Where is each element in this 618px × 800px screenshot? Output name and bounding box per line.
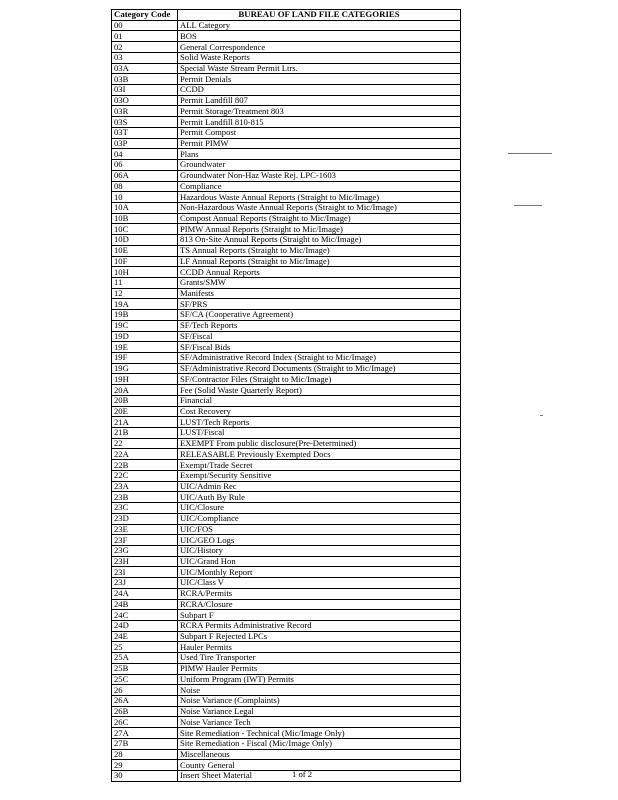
category-description-cell: Site Remediation - Fiscal (Mic/Image Only) (178, 738, 461, 749)
category-code-cell: 20E (112, 406, 178, 417)
category-code-cell: 03P (112, 138, 178, 149)
category-code-cell: 24E (112, 631, 178, 642)
scan-mark-right-1 (508, 153, 552, 154)
table-row (112, 578, 461, 589)
table-row (112, 631, 461, 642)
category-code-cell: 21A (112, 417, 178, 428)
table-row (112, 771, 461, 782)
table-row (112, 535, 461, 546)
category-code-cell: 23G (112, 545, 178, 556)
category-code-cell: 24C (112, 610, 178, 621)
category-description-cell: UIC/Class V (178, 578, 461, 589)
table-row (112, 74, 461, 85)
category-code-cell: 30 (112, 771, 178, 782)
category-description-cell: UIC/Grand Hon (178, 556, 461, 567)
category-description-cell: Permit Storage/Treatment 803 (178, 106, 461, 117)
table-row (112, 438, 461, 449)
table-row (112, 31, 461, 42)
category-code-cell: 10H (112, 267, 178, 278)
category-code-cell: 03 (112, 52, 178, 63)
category-code-cell: 23I (112, 567, 178, 578)
category-description-cell: Exempt/Security Sensitive (178, 470, 461, 481)
table-row (112, 449, 461, 460)
category-code-cell: 10A (112, 202, 178, 213)
table-row (112, 95, 461, 106)
category-description-cell: Site Remediation - Technical (Mic/Image Only) (178, 728, 461, 739)
table-row (112, 567, 461, 578)
category-code-cell: 10E (112, 245, 178, 256)
category-code-cell: 03T (112, 127, 178, 138)
table-row (112, 181, 461, 192)
category-description-cell: SF/CA (Cooperative Agreement) (178, 310, 461, 321)
table-row (112, 696, 461, 707)
category-code-cell: 27B (112, 738, 178, 749)
category-code-cell: 20A (112, 385, 178, 396)
table-row (112, 42, 461, 53)
category-code-cell: 24A (112, 588, 178, 599)
table-row (112, 192, 461, 203)
category-code-cell: 25B (112, 663, 178, 674)
category-description-cell: Permit Compost (178, 127, 461, 138)
category-description-cell: UIC/Closure (178, 503, 461, 514)
category-description-cell: Compliance (178, 181, 461, 192)
category-description-cell: Uniform Program (IWT) Permits (178, 674, 461, 685)
category-description-cell: Special Waste Stream Permit Ltrs. (178, 63, 461, 74)
category-description-cell: SF/Contractor Files (Straight to Mic/Image) (178, 374, 461, 385)
table-row (112, 331, 461, 342)
category-code-cell: 03I (112, 85, 178, 96)
category-description-cell: BOS (178, 31, 461, 42)
category-code-cell: 23F (112, 535, 178, 546)
category-description-cell: UIC/Auth By Rule (178, 492, 461, 503)
table-row (112, 310, 461, 321)
category-code-cell: 27A (112, 728, 178, 739)
category-code-cell: 23D (112, 513, 178, 524)
table-row (112, 588, 461, 599)
table-row (112, 267, 461, 278)
table-row (112, 642, 461, 653)
table-row (112, 620, 461, 631)
category-code-cell: 19B (112, 310, 178, 321)
table-row (112, 460, 461, 471)
category-description-cell: RCRA/Permits (178, 588, 461, 599)
category-description-cell: SF/PRS (178, 299, 461, 310)
category-code-cell: 08 (112, 181, 178, 192)
scan-mark-right-3 (540, 415, 543, 416)
table-row (112, 545, 461, 556)
category-description-cell: Subpart F Rejected LPCs (178, 631, 461, 642)
category-code-cell: 06A (112, 170, 178, 181)
category-description-cell: Permit Denials (178, 74, 461, 85)
category-description-cell: Permit PIMW (178, 138, 461, 149)
category-code-cell: 10D (112, 235, 178, 246)
category-code-cell: 19E (112, 342, 178, 353)
category-description-cell: Noise Variance Legal (178, 706, 461, 717)
category-code-cell: 22 (112, 438, 178, 449)
category-code-cell: 03R (112, 106, 178, 117)
category-description-cell: RCRA Permits Administrative Record (178, 620, 461, 631)
category-description-cell: SF/Fiscal Bids (178, 342, 461, 353)
category-description-cell: Noise (178, 685, 461, 696)
table-header-row (112, 10, 461, 21)
table-row (112, 428, 461, 439)
table-row (112, 738, 461, 749)
category-code-cell: 28 (112, 749, 178, 760)
category-description-cell: Used Tire Transporter (178, 653, 461, 664)
category-code-cell: 10F (112, 256, 178, 267)
table-row (112, 363, 461, 374)
category-description-cell: Fee (Solid Waste Quarterly Report) (178, 385, 461, 396)
category-description-cell: UIC/GEO Logs (178, 535, 461, 546)
category-description-cell: UIC/Compliance (178, 513, 461, 524)
table-row (112, 760, 461, 771)
category-description-cell: Financial (178, 395, 461, 406)
table-row (112, 342, 461, 353)
category-description-cell: EXEMPT From public disclosure(Pre-Determined) (178, 438, 461, 449)
table-row (112, 374, 461, 385)
category-description-cell: LUST/Tech Reports (178, 417, 461, 428)
category-description-cell: PIMW Hauler Permits (178, 663, 461, 674)
table-row (112, 224, 461, 235)
category-description-cell: Manifests (178, 288, 461, 299)
table-row (112, 170, 461, 181)
table-row (112, 406, 461, 417)
table-row (112, 63, 461, 74)
category-description-cell: Solid Waste Reports (178, 52, 461, 63)
table-row (112, 202, 461, 213)
table-row (112, 235, 461, 246)
table-row (112, 663, 461, 674)
category-code-cell: 19C (112, 320, 178, 331)
category-code-header: Category Code (112, 10, 178, 21)
category-description-cell: Subpart F (178, 610, 461, 621)
table-row (112, 417, 461, 428)
category-description-cell: LUST/Fiscal (178, 428, 461, 439)
category-description-cell: Hauler Permits (178, 642, 461, 653)
table-row (112, 277, 461, 288)
category-code-cell: 29 (112, 760, 178, 771)
category-code-cell: 03S (112, 117, 178, 128)
table-row (112, 728, 461, 739)
category-description-cell: Exempt/Trade Secret (178, 460, 461, 471)
category-code-cell: 23H (112, 556, 178, 567)
table-row (112, 213, 461, 224)
table-row (112, 320, 461, 331)
category-code-cell: 04 (112, 149, 178, 160)
table-row (112, 706, 461, 717)
category-code-cell: 19H (112, 374, 178, 385)
category-description-cell: Permit Landfill 810-815 (178, 117, 461, 128)
table-row (112, 524, 461, 535)
category-code-cell: 00 (112, 20, 178, 31)
table-row (112, 470, 461, 481)
category-description-cell: CCDD Annual Reports (178, 267, 461, 278)
category-code-cell: 19A (112, 299, 178, 310)
category-code-cell: 23E (112, 524, 178, 535)
category-code-cell: 25C (112, 674, 178, 685)
category-description-cell: UIC/History (178, 545, 461, 556)
category-code-cell: 02 (112, 42, 178, 53)
table-row (112, 599, 461, 610)
category-code-cell: 10 (112, 192, 178, 203)
table-row (112, 299, 461, 310)
category-code-cell: 22A (112, 449, 178, 460)
category-description-cell: Permit Landfill 807 (178, 95, 461, 106)
category-code-cell: 12 (112, 288, 178, 299)
category-description-cell: CCDD (178, 85, 461, 96)
category-code-cell: 21B (112, 428, 178, 439)
table-row (112, 481, 461, 492)
category-description-cell: County General (178, 760, 461, 771)
category-description-cell: Groundwater (178, 160, 461, 171)
category-code-cell: 10C (112, 224, 178, 235)
category-code-cell: 26C (112, 717, 178, 728)
category-code-cell: 01 (112, 31, 178, 42)
category-code-cell: 23B (112, 492, 178, 503)
category-description-cell: 813 On-Site Annual Reports (Straight to Mic/Image) (178, 235, 461, 246)
file-categories-table (111, 9, 461, 782)
table-row (112, 513, 461, 524)
category-description-cell: General Correspondence (178, 42, 461, 53)
category-description-cell: UIC/Admin Rec (178, 481, 461, 492)
category-description-cell: SF/Fiscal (178, 331, 461, 342)
category-description-cell: SF/Tech Reports (178, 320, 461, 331)
category-code-cell: 23C (112, 503, 178, 514)
table-row (112, 149, 461, 160)
category-description-cell: Non-Hazardous Waste Annual Reports (Straight to Mic/Image) (178, 202, 461, 213)
category-description-cell: UIC/FOS (178, 524, 461, 535)
table-title: BUREAU OF LAND FILE CATEGORIES (178, 10, 461, 21)
category-description-cell: Hazardous Waste Annual Reports (Straight to Mic/Image) (178, 192, 461, 203)
table-row (112, 245, 461, 256)
table-body (112, 20, 461, 781)
table-row (112, 160, 461, 171)
category-description-cell: Cost Recovery (178, 406, 461, 417)
table-row (112, 127, 461, 138)
category-description-cell: Grants/SMW (178, 277, 461, 288)
table-row (112, 556, 461, 567)
table-row (112, 85, 461, 96)
category-code-cell: 26 (112, 685, 178, 696)
table-row (112, 749, 461, 760)
category-code-cell: 25 (112, 642, 178, 653)
category-code-cell: 10B (112, 213, 178, 224)
category-description-cell: Noise Variance Tech (178, 717, 461, 728)
table-row (112, 20, 461, 31)
category-description-cell: Insert Sheet Material (178, 771, 461, 782)
table-row (112, 395, 461, 406)
category-code-cell: 06 (112, 160, 178, 171)
category-description-cell: TS Annual Reports (Straight to Mic/Image) (178, 245, 461, 256)
table-row (112, 256, 461, 267)
page-number: 1 of 2 (292, 769, 313, 779)
category-code-cell: 19D (112, 331, 178, 342)
category-description-cell: SF/Administrative Record Documents (Straight to Mic/Image) (178, 363, 461, 374)
table-row (112, 674, 461, 685)
category-description-cell: RELEASABLE Previously Exempted Docs (178, 449, 461, 460)
category-code-cell: 22C (112, 470, 178, 481)
table-row (112, 685, 461, 696)
table-row (112, 610, 461, 621)
table-row (112, 117, 461, 128)
category-description-cell: ALL Category (178, 20, 461, 31)
category-code-cell: 03O (112, 95, 178, 106)
table-row (112, 492, 461, 503)
scan-mark-right-2 (514, 205, 542, 206)
category-description-cell: SF/Administrative Record Index (Straight to Mic/Image) (178, 353, 461, 364)
category-description-cell: Miscellaneous (178, 749, 461, 760)
table-row (112, 653, 461, 664)
category-description-cell: RCRA/Closure (178, 599, 461, 610)
category-code-cell: 11 (112, 277, 178, 288)
category-code-cell: 26B (112, 706, 178, 717)
category-code-cell: 24D (112, 620, 178, 631)
category-description-cell: Noise Variance (Complaints) (178, 696, 461, 707)
category-code-cell: 24B (112, 599, 178, 610)
category-code-cell: 19G (112, 363, 178, 374)
category-description-cell: Groundwater Non-Haz Waste Rej. LPC-1603 (178, 170, 461, 181)
category-code-cell: 19F (112, 353, 178, 364)
table-row (112, 385, 461, 396)
category-code-cell: 23J (112, 578, 178, 589)
category-code-cell: 25A (112, 653, 178, 664)
category-code-cell: 26A (112, 696, 178, 707)
category-code-cell: 20B (112, 395, 178, 406)
table-row (112, 353, 461, 364)
category-description-cell: LF Annual Reports (Straight to Mic/Image) (178, 256, 461, 267)
category-description-cell: PIMW Annual Reports (Straight to Mic/Image) (178, 224, 461, 235)
table-row (112, 717, 461, 728)
category-description-cell: UIC/Monthly Report (178, 567, 461, 578)
category-code-cell: 22B (112, 460, 178, 471)
table-row (112, 288, 461, 299)
table-row (112, 106, 461, 117)
category-code-cell: 03B (112, 74, 178, 85)
category-code-cell: 03A (112, 63, 178, 74)
file-categories-sheet (111, 9, 461, 782)
category-description-cell: Compost Annual Reports (Straight to Mic/Image) (178, 213, 461, 224)
table-row (112, 138, 461, 149)
table-row (112, 52, 461, 63)
table-row (112, 503, 461, 514)
category-description-cell: Plans (178, 149, 461, 160)
category-code-cell: 23A (112, 481, 178, 492)
